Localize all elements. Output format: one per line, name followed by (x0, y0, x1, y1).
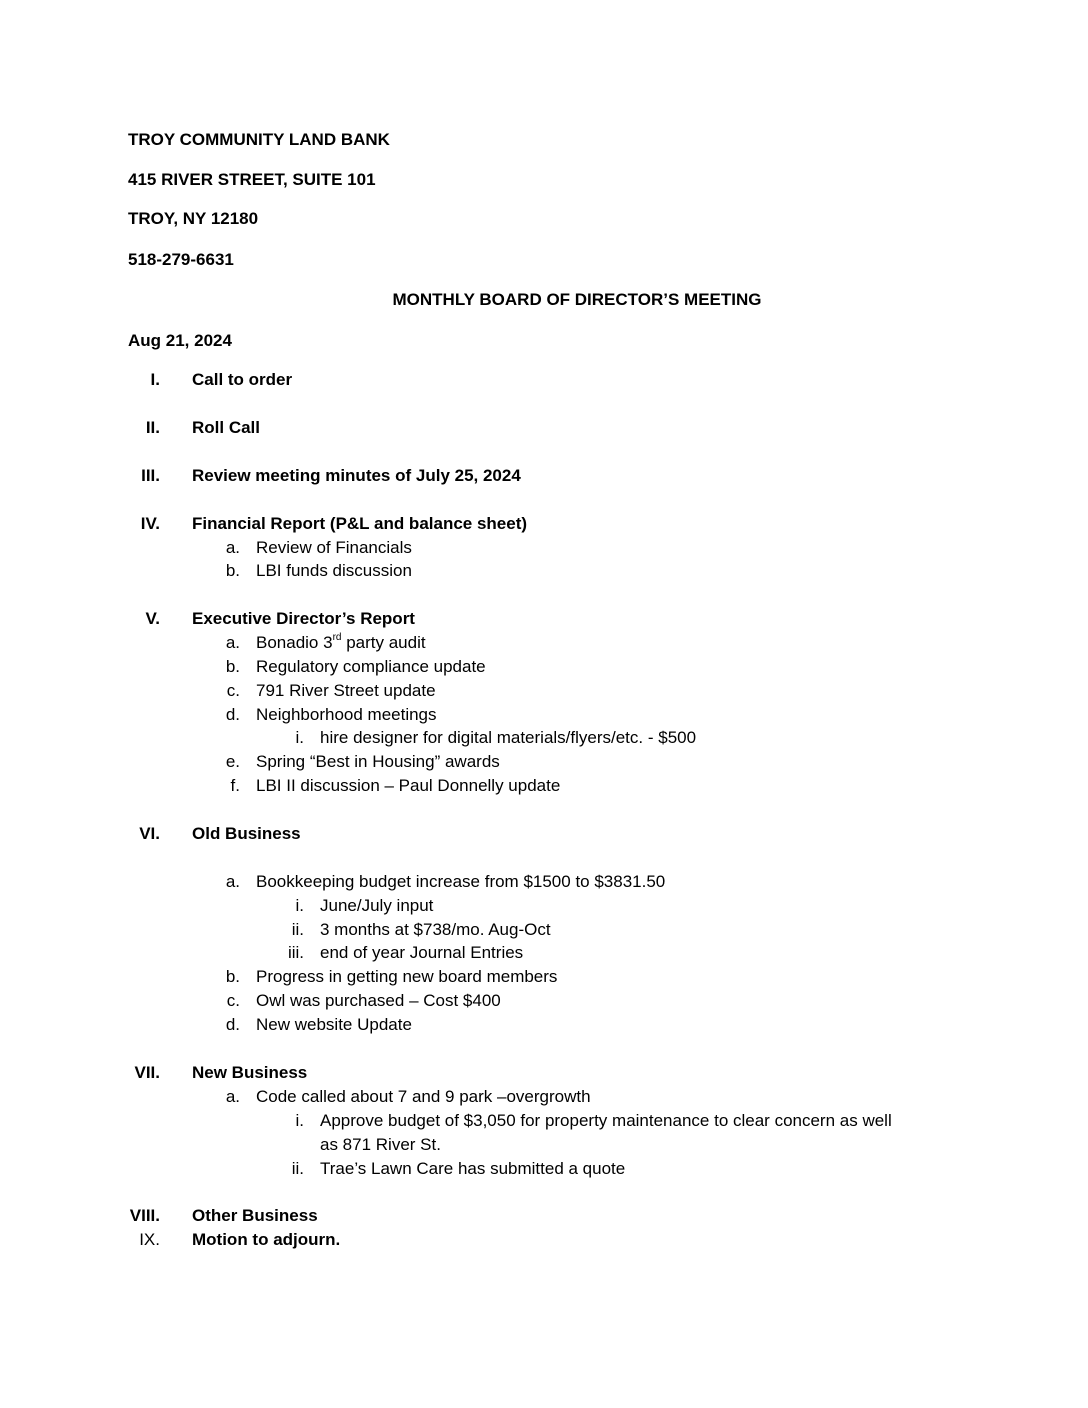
agenda-text: Review meeting minutes of July 25, 2024 (192, 466, 521, 485)
sub-sub-number: i. (295, 1111, 304, 1130)
sub-number: b. (225, 967, 240, 986)
sub-text: Bonadio 3rd party audit (256, 632, 426, 652)
sub-text: New website Update (256, 1015, 412, 1034)
agenda-number: IV. (140, 514, 160, 533)
superscript: rd (332, 632, 342, 644)
sub-sub-number: ii. (291, 920, 304, 939)
sub-text: Spring “Best in Housing” awards (256, 752, 500, 771)
agenda-number: IX. (139, 1230, 160, 1249)
agenda-text: New Business (192, 1063, 308, 1082)
agenda-number: VII. (134, 1063, 160, 1082)
sub-sub-text: Trae’s Lawn Care has submitted a quote (320, 1159, 626, 1178)
sub-sub-text: 3 months at $738/mo. Aug-Oct (320, 920, 551, 939)
sub-number: f. (230, 776, 240, 795)
agenda-number: III. (141, 466, 160, 485)
org-name: TROY COMMUNITY LAND BANK (128, 130, 390, 149)
sub-sub-text-line-2: as 871 River St. (320, 1135, 441, 1154)
agenda-text: Financial Report (P&L and balance sheet) (192, 514, 528, 533)
sub-number: c. (226, 991, 240, 1010)
sub-text: Bookkeeping budget increase from $1500 to $3831.50 (256, 872, 666, 891)
sub-sub-text: end of year Journal Entries (320, 943, 524, 962)
address-line-2: TROY, NY 12180 (128, 209, 259, 228)
agenda-number: II. (145, 418, 160, 437)
sub-text: Neighborhood meetings (256, 705, 437, 724)
sub-number: d. (225, 1015, 240, 1034)
agenda-number: VIII. (129, 1206, 160, 1225)
sub-number: a. (225, 633, 240, 652)
meeting-title: MONTHLY BOARD OF DIRECTOR’S MEETING (392, 290, 762, 309)
sub-sub-number: ii. (291, 1159, 304, 1178)
agenda-text: Roll Call (192, 418, 261, 437)
phone-number: 518-279-6631 (128, 250, 234, 269)
sub-text: LBI funds discussion (256, 561, 412, 580)
sub-sub-number: i. (295, 728, 304, 747)
sub-sub-text: hire designer for digital materials/flyers/etc. - $500 (320, 728, 697, 747)
agenda-text: Motion to adjourn. (192, 1230, 341, 1249)
sub-text: Code called about 7 and 9 park –overgrowth (256, 1087, 591, 1106)
agenda-number: I. (150, 370, 160, 389)
sub-text: Owl was purchased – Cost $400 (256, 991, 501, 1010)
sub-number: a. (225, 872, 240, 891)
sub-number: a. (225, 538, 240, 557)
sub-text: LBI II discussion – Paul Donnelly update (256, 776, 561, 795)
agenda-number: VI. (139, 824, 160, 843)
agenda-text: Call to order (192, 370, 293, 389)
sub-number: c. (226, 681, 240, 700)
sub-sub-number: i. (295, 896, 304, 915)
sub-text: Progress in getting new board members (256, 967, 558, 986)
sub-number: b. (225, 561, 240, 580)
sub-sub-number: iii. (287, 943, 304, 962)
sub-number: d. (225, 705, 240, 724)
sub-text: 791 River Street update (256, 681, 436, 700)
agenda-text: Executive Director’s Report (192, 609, 415, 628)
sub-number: e. (225, 752, 240, 771)
sub-text: Regulatory compliance update (256, 657, 486, 676)
agenda-number: V. (145, 609, 160, 628)
meeting-date: Aug 21, 2024 (128, 331, 232, 350)
sub-number: a. (225, 1087, 240, 1106)
sub-number: b. (225, 657, 240, 676)
agenda-text: Other Business (192, 1206, 318, 1225)
address-line-1: 415 RIVER STREET, SUITE 101 (128, 170, 376, 189)
agenda-text: Old Business (192, 824, 301, 843)
sub-sub-text-line-1: Approve budget of $3,050 for property maintenance to clear concern as well (320, 1111, 892, 1130)
sub-text: Review of Financials (256, 538, 412, 557)
sub-sub-text: June/July input (320, 896, 434, 915)
